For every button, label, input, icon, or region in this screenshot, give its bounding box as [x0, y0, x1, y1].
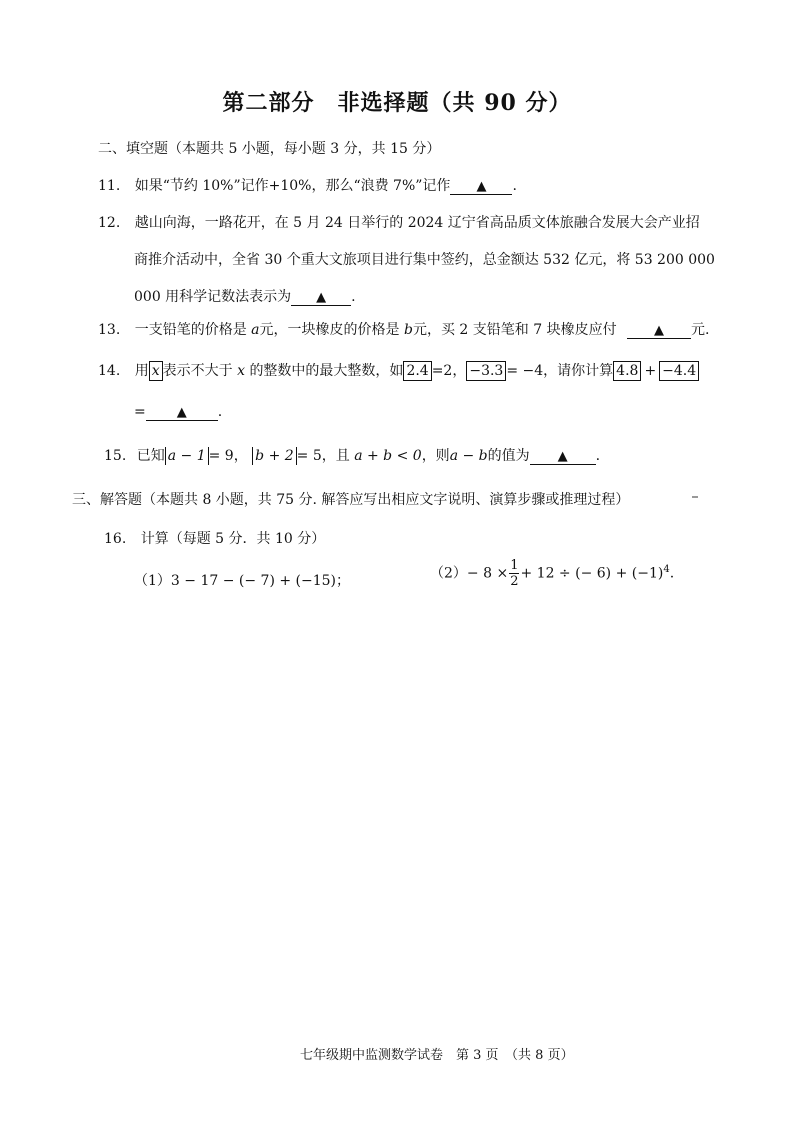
- equals-sign: =: [134, 404, 146, 420]
- question-text: ，则: [421, 448, 450, 464]
- triangle-marker-icon: ▲: [654, 323, 665, 338]
- question-13: [98, 319, 709, 339]
- scan-speck: [692, 496, 698, 498]
- target-expression: a − b: [449, 448, 488, 464]
- question-16-part-2: [430, 558, 674, 589]
- answer-blank: [627, 323, 691, 339]
- abs-expression: a − 1: [167, 448, 206, 464]
- question-text: =2，: [431, 363, 467, 379]
- floor-bracket: [613, 361, 641, 381]
- question-text-line1: 越山向海，一路花开，在 5 月 24 日举行的 2024 辽宁省高品质文体旅融合发展大会产业招: [134, 215, 700, 231]
- question-text: 表示不大于: [162, 363, 233, 379]
- variable-a: a: [251, 322, 260, 338]
- question-14-line2: [134, 404, 222, 421]
- variable-x: x: [151, 363, 160, 379]
- question-12-line3: [134, 286, 356, 306]
- plus-sign: +: [644, 363, 657, 379]
- question-text: = 5，且: [296, 448, 350, 464]
- question-text: = −4，请你计算: [506, 363, 614, 379]
- question-text-end: .: [351, 289, 356, 305]
- question-number: 11.: [98, 178, 121, 194]
- bracket-value: −4.4: [662, 363, 697, 379]
- condition-expression: a + b < 0: [354, 448, 422, 464]
- question-15: [104, 445, 600, 465]
- question-number: 12.: [98, 215, 121, 231]
- part-expression: 3 − 17 − (− 7) + (−15)；: [170, 573, 351, 589]
- part-expression: − 8 ×: [466, 565, 509, 582]
- section-heading-solutions: 三、解答题（本题共 8 小题，共 75 分. 解答应写出相应文字说明、演算步骤或推理过程）: [72, 492, 630, 508]
- bracket-value: 2.4: [406, 363, 429, 379]
- question-text: 如果“节约 10%”记作+10%，那么“浪费 7%”记作: [134, 178, 451, 194]
- question-text-end: .: [512, 178, 517, 194]
- part-label: （2）: [430, 565, 467, 582]
- answer-blank: [530, 449, 596, 465]
- floor-bracket: [466, 361, 506, 381]
- question-14: [98, 360, 699, 381]
- page-footer: 七年级期中监测数学试卷 第 3 页 （共 8 页）: [300, 1048, 574, 1063]
- part-expression-end: .: [669, 565, 675, 582]
- question-number: 13.: [98, 322, 121, 338]
- question-text: 一支铅笔的价格是: [134, 322, 247, 338]
- answer-blank: [291, 290, 351, 306]
- question-text: 已知: [136, 448, 165, 464]
- part-label: （1）: [134, 573, 171, 589]
- question-text: 元，买 2 支铅笔和 7 块橡皮应付: [412, 322, 617, 338]
- triangle-marker-icon: ▲: [316, 290, 327, 305]
- triangle-marker-icon: ▲: [476, 179, 487, 194]
- bracket-value: −3.3: [469, 363, 504, 379]
- variable-x: x: [237, 363, 245, 379]
- floor-bracket: [149, 361, 163, 381]
- question-text: 元，一块橡皮的价格是: [259, 322, 400, 338]
- question-16-part-1: [134, 570, 350, 590]
- bracket-value: 4.8: [616, 363, 639, 379]
- exponent: 4: [663, 563, 670, 575]
- question-12-line2: 商推介活动中，全省 30 个重大文旅项目进行集中签约，总金额达 532 亿元，将 53 200 000: [134, 252, 715, 268]
- fraction: [509, 558, 519, 589]
- question-text-end: 元.: [691, 322, 710, 338]
- question-text-end: .: [595, 448, 601, 464]
- page-title: 第二部分 非选择题（共 90 分）: [222, 90, 572, 116]
- triangle-marker-icon: ▲: [557, 449, 568, 464]
- absolute-value: [252, 447, 297, 465]
- fraction-denominator: 2: [510, 574, 519, 589]
- question-text: 计算（每题 5 分．共 10 分）: [140, 531, 326, 547]
- question-16: [104, 528, 325, 548]
- question-number: 14.: [98, 363, 121, 379]
- question-text: 000 用科学记数法表示为: [134, 289, 292, 305]
- question-11: [98, 175, 517, 195]
- answer-blank: [146, 405, 218, 421]
- abs-expression: b + 2: [255, 448, 294, 464]
- fraction-numerator: 1: [510, 558, 519, 573]
- triangle-marker-icon: ▲: [176, 405, 187, 420]
- variable-b: b: [403, 322, 413, 338]
- absolute-value: [165, 447, 209, 465]
- question-text-end: .: [217, 404, 223, 420]
- question-number: 16.: [104, 531, 127, 547]
- floor-bracket: [403, 361, 431, 381]
- answer-blank: [450, 179, 512, 195]
- question-text: 的值为: [487, 448, 530, 464]
- question-number: 15.: [104, 448, 127, 464]
- section-heading-fill-in: 二、填空题（本题共 5 小题，每小题 3 分，共 15 分）: [98, 141, 441, 157]
- question-12: [98, 212, 700, 232]
- question-text: 用: [134, 363, 149, 379]
- question-text: = 9，: [208, 448, 248, 464]
- question-text: 的整数中的最大整数，如: [249, 363, 404, 379]
- floor-bracket: [659, 361, 699, 381]
- part-expression: + 12 ÷ (− 6) + (−1): [520, 565, 664, 582]
